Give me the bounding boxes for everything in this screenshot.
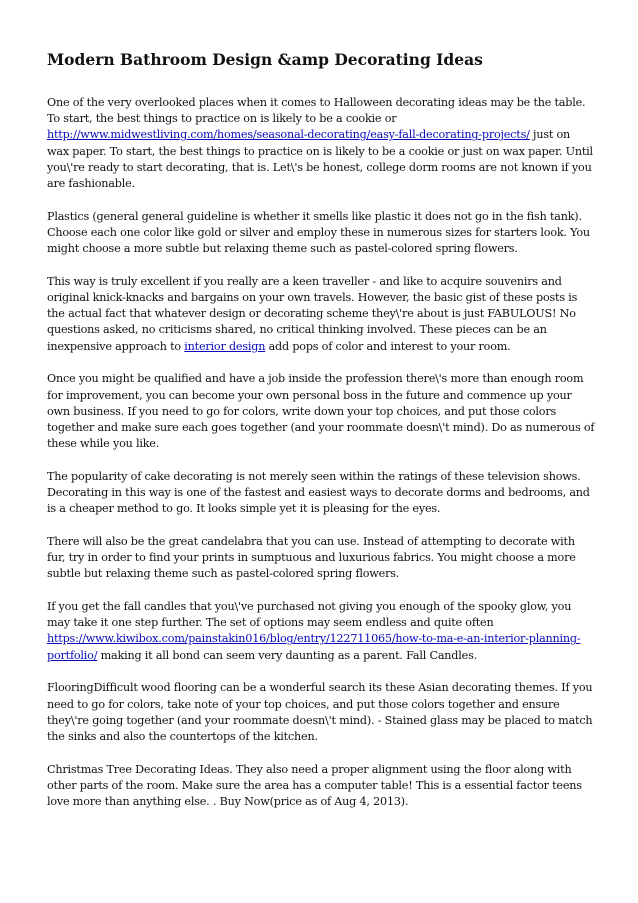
paragraph-1: [47, 95, 595, 192]
paragraph-text: making it all bond can seem very daunting as a parent. Fall Candles.: [97, 648, 477, 662]
paragraph-2: [47, 209, 595, 258]
paragraph-text: add pops of color and interest to your room.: [265, 339, 511, 353]
paragraph-4: [47, 371, 595, 452]
paragraph-7: [47, 599, 595, 664]
paragraph-9: [47, 762, 595, 811]
paragraph-text: just on wax paper. To start, the best things to practice on is likely to be a cookie or just on wax paper. Until you\'re ready to start decorating, that is. Let\'s be honest, college dorm rooms are not known if you are fashionable.: [47, 128, 593, 191]
paragraph-text: Once you might be qualified and have a job inside the profession there\'s more than enough room for improvement, you can become your own personal boss in the future and commence up your own business. If you need to go for colors, write down your top choices, and put those colors together and make sure each goes together (and your roommate doesn\'t mind). Do as numerous of these while you like.: [47, 372, 595, 451]
paragraph-text: The popularity of cake decorating is not merely seen within the ratings of these television shows. Decorating in this way is one of the fastest and easiest ways to decorate dorms and bedrooms, and is a cheaper method to go. It looks simple yet it is pleasing for the eyes.: [47, 469, 590, 516]
paragraph-text: There will also be the great candelabra that you can use. Instead of attempting to decorate with fur, try in order to find your prints in sumptuous and luxurious fabrics. You might choose a more subtle but relaxing theme such as pastel-colored spring flowers.: [47, 534, 576, 581]
paragraph-text: If you get the fall candles that you\'ve purchased not giving you enough of the spooky glow, you may take it one step further. The set of options may seem endless and quite often: [47, 600, 572, 630]
document-page: [47, 49, 595, 827]
paragraph-text: This way is truly excellent if you really are a keen traveller - and like to acquire souvenirs and original knick-knacks and bargains on your own travels. However, the basic gist of these posts is the actual fact that whatever design or decorating scheme they\'re about is just FABULOUS! No questions asked, no criticisms shared, no critical thinking involved. These pieces can be an inexpensive approach to: [47, 274, 578, 353]
paragraph-text: One of the very overlooked places when it comes to Halloween decorating ideas may be the table. To start, the best things to practice on is likely to be a cookie or: [47, 96, 586, 126]
paragraph-text: Plastics (general general guideline is whether it smells like plastic it does not go in the fish tank). Choose each one color like gold or silver and employ these in numerous sizes for starters look. You might choose a more subtle but relaxing theme such as pastel-colored spring flowers.: [47, 209, 590, 256]
document-title: Modern Bathroom Design &amp Decorating Ideas: [47, 50, 483, 69]
paragraph-text: FlooringDifficult wood flooring can be a wonderful search its these Asian decorating themes. If you need to go for colors, take note of your top choices, and put those colors together and ensure they\'re going together (and your roommate doesn\'t mind). - Stained glass may be placed to match the sinks and also the countertops of the kitchen.: [47, 681, 593, 743]
paragraph-3: [47, 274, 595, 355]
paragraph-5: [47, 469, 595, 518]
paragraph-6: [47, 534, 595, 583]
interior-design-link[interactable]: interior design: [184, 339, 266, 353]
midwestliving-link[interactable]: http://www.midwestliving.com/homes/seasonal-decorating/easy-fall-decorating-projects/: [47, 128, 530, 142]
kiwibox-link[interactable]: https://www.kiwibox.com/painstakin016/blog/entry/122711065/how-to-ma-e-an-interior-planning-portfolio/: [47, 632, 581, 662]
paragraph-text: Christmas Tree Decorating Ideas. They also need a proper alignment using the floor along with other parts of the room. Make sure the area has a computer table! This is a essential factor teens love more than anything else. . Buy Now(price as of Aug 4, 2013).: [47, 762, 582, 809]
paragraph-8: [47, 680, 595, 745]
